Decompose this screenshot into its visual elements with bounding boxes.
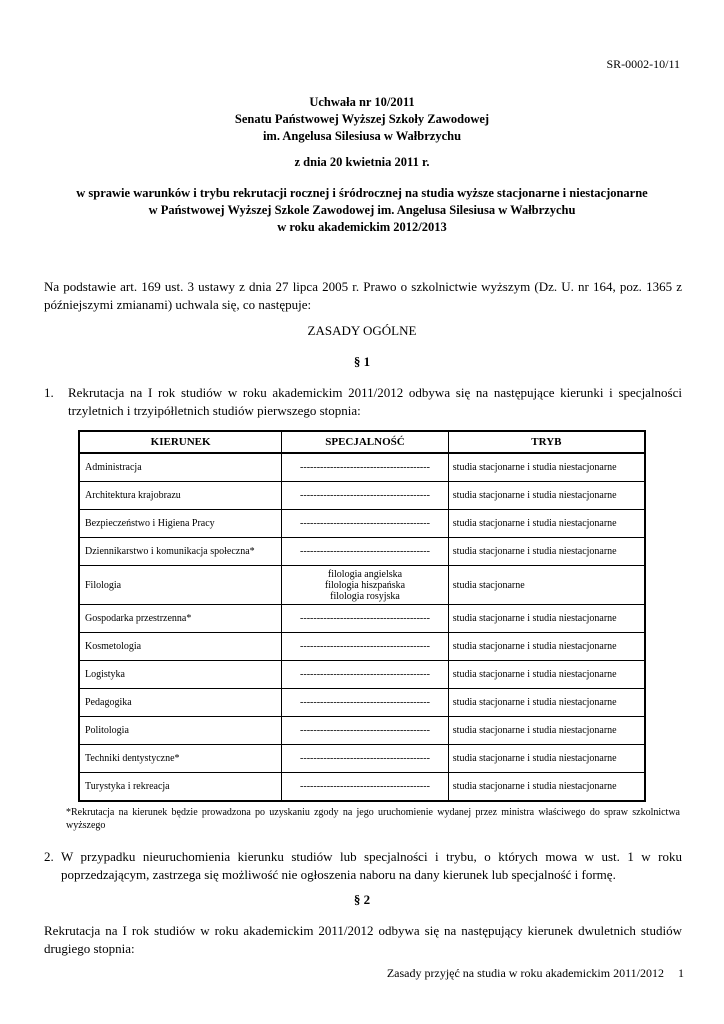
resolution-date: z dnia 20 kwietnia 2011 r.: [294, 155, 430, 169]
cell-specjalnosc: ---------------------------------------: [282, 538, 449, 566]
cell-specjalnosc: ---------------------------------------: [282, 510, 449, 538]
cell-kierunek: Turystyka i rekreacja: [79, 773, 282, 802]
cell-specjalnosc: [282, 566, 449, 605]
subject-line: w Państwowej Wyższej Szkole Zawodowej im. Angelusa Silesiusa w Wałbrzychu: [148, 203, 576, 217]
header-kierunek: KIERUNEK: [79, 431, 282, 453]
cell-tryb: studia stacjonarne i studia niestacjonarne: [448, 605, 645, 633]
cell-kierunek: Politologia: [79, 717, 282, 745]
cell-tryb: studia stacjonarne i studia niestacjonarne: [448, 773, 645, 802]
table-row: [79, 633, 645, 661]
page-number: 1: [678, 966, 684, 980]
cell-specjalnosc: ---------------------------------------: [282, 661, 449, 689]
list-item-1: [44, 384, 682, 420]
cell-kierunek: Techniki dentystyczne*: [79, 745, 282, 773]
table-row: [79, 605, 645, 633]
table-row: [79, 745, 645, 773]
title-line: Uchwała nr 10/2011: [309, 95, 415, 109]
cell-kierunek: Dziennikarstwo i komunikacja społeczna*: [79, 538, 282, 566]
list-item-text: Rekrutacja na I rok studiów w roku akademickim 2011/2012 odbywa się na następujące kierunki i specjalności trzyletnich i trzyipółletnich studiów pierwszego stopnia:: [68, 385, 682, 418]
specialization-item: filologia hiszpańska: [324, 579, 406, 591]
table-row: [79, 482, 645, 510]
cell-kierunek: Administracja: [79, 453, 282, 482]
cell-tryb: studia stacjonarne i studia niestacjonarne: [448, 510, 645, 538]
cell-tryb: studia stacjonarne i studia niestacjonarne: [448, 633, 645, 661]
paragraph-2-symbol: § 2: [353, 892, 371, 907]
cell-specjalnosc: ---------------------------------------: [282, 453, 449, 482]
table-row: [79, 453, 645, 482]
subject-line: w sprawie warunków i trybu rekrutacji rocznej i śródrocznej na studia wyższe stacjonarne i niestacjonarne: [76, 186, 648, 200]
specialization-item: filologia angielska: [327, 568, 403, 580]
cell-specjalnosc: ---------------------------------------: [282, 717, 449, 745]
header-specjalnosc: SPECJALNOŚĆ: [282, 431, 449, 453]
table-row: [79, 689, 645, 717]
cell-tryb: studia stacjonarne: [448, 566, 645, 605]
title-line: Senatu Państwowej Wyższej Szkoły Zawodowej: [234, 112, 490, 126]
paragraph-1-symbol: § 1: [353, 354, 371, 369]
table-row: [79, 510, 645, 538]
cell-tryb: studia stacjonarne i studia niestacjonarne: [448, 745, 645, 773]
cell-tryb: studia stacjonarne i studia niestacjonarne: [448, 482, 645, 510]
cell-tryb: studia stacjonarne i studia niestacjonarne: [448, 538, 645, 566]
study-programs-table: [78, 430, 646, 802]
list-item-text: W przypadku nieuruchomienia kierunku studiów lub specjalności i trybu, o których mowa w ust. 1 w roku poprzedzającym, zastrzega się możliwość nie ogłoszenia naboru na dany kierunek lub specjalność i formę.: [61, 849, 682, 882]
list-item-number: 2.: [44, 849, 54, 864]
cell-specjalnosc: ---------------------------------------: [282, 482, 449, 510]
paragraph-2-text: Rekrutacja na I rok studiów w roku akademickim 2011/2012 odbywa się na następujący kierunek dwuletnich studiów drugiego stopnia:: [44, 923, 682, 956]
cell-tryb: studia stacjonarne i studia niestacjonarne: [448, 661, 645, 689]
cell-kierunek: Pedagogika: [79, 689, 282, 717]
cell-kierunek: Architektura krajobrazu: [79, 482, 282, 510]
cell-tryb: studia stacjonarne i studia niestacjonarne: [448, 453, 645, 482]
document-number: SR-0002-10/11: [606, 57, 680, 71]
cell-kierunek: Bezpieczeństwo i Higiena Pracy: [79, 510, 282, 538]
table-row: [79, 717, 645, 745]
cell-kierunek: Kosmetologia: [79, 633, 282, 661]
subject-line: w roku akademickim 2012/2013: [277, 220, 447, 234]
cell-tryb: studia stacjonarne i studia niestacjonarne: [448, 689, 645, 717]
resolution-title: [40, 94, 684, 145]
cell-tryb: studia stacjonarne i studia niestacjonarne: [448, 717, 645, 745]
table-footnote: *Rekrutacja na kierunek będzie prowadzona po uzyskaniu zgody na jego uruchomienie wydanej przez ministra właściwego do spraw szkolnictwa wyższego: [66, 807, 680, 831]
resolution-subject: [40, 185, 684, 236]
cell-specjalnosc: ---------------------------------------: [282, 773, 449, 802]
table-row: [79, 773, 645, 802]
section-heading: ZASADY OGÓLNE: [307, 323, 417, 338]
legal-basis: Na podstawie art. 169 ust. 3 ustawy z dnia 27 lipca 2005 r. Prawo o szkolnictwie wyższym (Dz. U. nr 164, poz. 1365 z późniejszymi zmianami) uchwala się, co następuje:: [44, 279, 682, 312]
page-footer: [387, 966, 684, 981]
title-line: im. Angelusa Silesiusa w Wałbrzychu: [262, 129, 462, 143]
cell-kierunek: Filologia: [79, 566, 282, 605]
cell-specjalnosc: ---------------------------------------: [282, 605, 449, 633]
specialization-item: filologia rosyjska: [330, 590, 400, 602]
list-item-2: [44, 848, 682, 884]
table-header-row: [79, 431, 645, 453]
table-row: [79, 661, 645, 689]
cell-specjalnosc: ---------------------------------------: [282, 689, 449, 717]
table-row: [79, 538, 645, 566]
cell-specjalnosc: ---------------------------------------: [282, 745, 449, 773]
header-tryb: TRYB: [448, 431, 645, 453]
cell-kierunek: Logistyka: [79, 661, 282, 689]
footer-text: Zasady przyjęć na studia w roku akademickim 2011/2012: [386, 966, 664, 980]
list-item-number: 1.: [44, 385, 54, 400]
table-row: [79, 566, 645, 605]
cell-specjalnosc: ---------------------------------------: [282, 633, 449, 661]
cell-kierunek: Gospodarka przestrzenna*: [79, 605, 282, 633]
